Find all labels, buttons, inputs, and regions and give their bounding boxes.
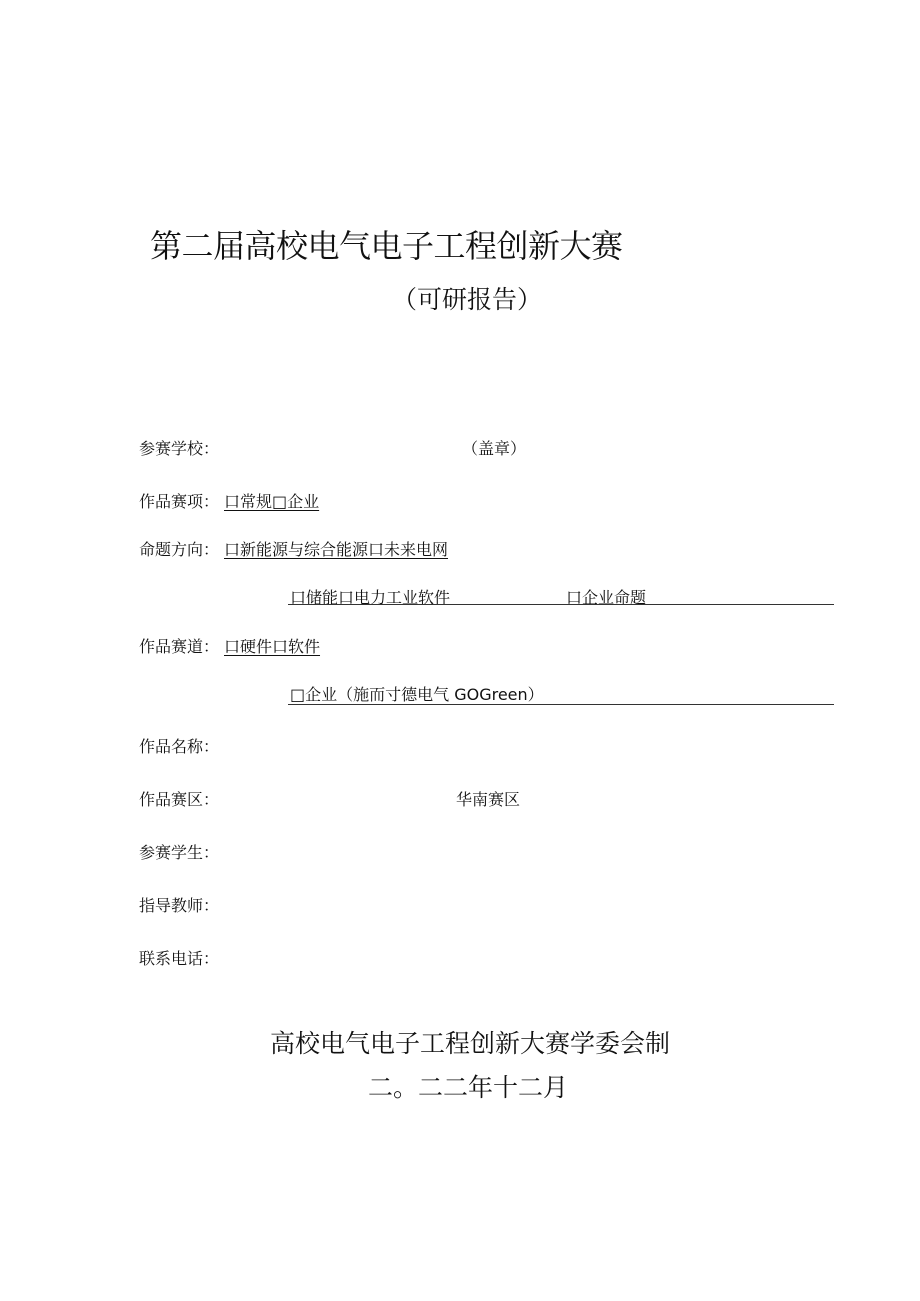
direction-options-line2a[interactable]: 口储能口电力工业软件 bbox=[290, 588, 451, 607]
date-line: 二。二二年十二月 bbox=[368, 1073, 569, 1102]
school-stamp-note: （盖章） bbox=[462, 439, 527, 458]
region-label: 作品赛区： bbox=[139, 790, 220, 809]
school-label: 参赛学校： bbox=[139, 439, 220, 458]
students-label: 参赛学生： bbox=[139, 843, 220, 862]
work-name-label: 作品名称： bbox=[139, 737, 220, 756]
direction-options-line1[interactable]: 口新能源与综合能源口未来电网 bbox=[224, 540, 449, 559]
category-label: 作品赛项： bbox=[139, 492, 220, 511]
phone-label: 联系电话： bbox=[139, 949, 220, 968]
track-options-line1[interactable]: 口硬件口软件 bbox=[224, 637, 321, 656]
document-subtitle: （可研报告） bbox=[392, 285, 543, 314]
direction-options-line2b[interactable]: 口企业命题 bbox=[566, 588, 647, 607]
track-underline bbox=[288, 704, 834, 705]
track-options-line2[interactable]: □企业（施而寸德电气 GOGreen） bbox=[290, 685, 544, 704]
direction-label: 命题方向： bbox=[139, 540, 220, 559]
track-label: 作品赛道： bbox=[139, 637, 220, 656]
direction-underline bbox=[288, 604, 834, 605]
category-options[interactable]: 口常规□企业 bbox=[224, 492, 320, 511]
advisor-label: 指导教师： bbox=[139, 896, 220, 915]
document-title: 第二届高校电气电子工程创新大赛 bbox=[150, 227, 623, 265]
region-value: 华南赛区 bbox=[456, 790, 521, 809]
organizer-line: 高校电气电子工程创新大赛学委会制 bbox=[270, 1029, 671, 1058]
